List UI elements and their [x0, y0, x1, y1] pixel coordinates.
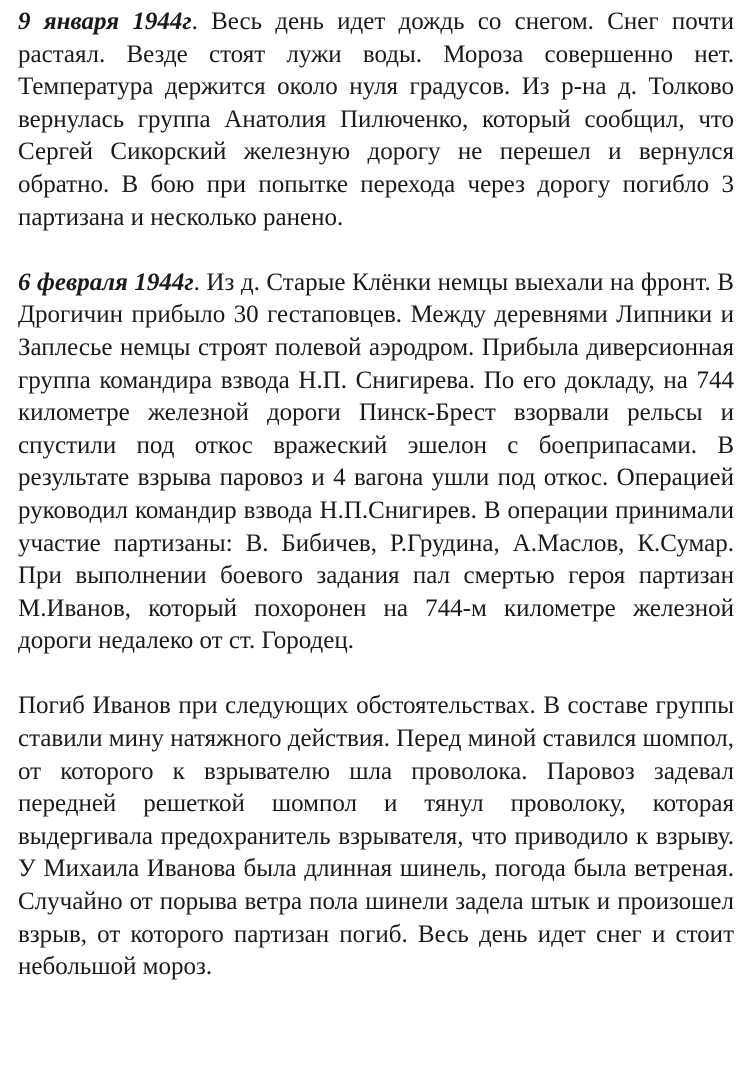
entry-date: 6 февраля 1944г	[18, 268, 194, 296]
entry-text: . Из д. Старые Клёнки немцы выехали на фронт. В Дрогичин прибыло 30 гестаповцев. Между деревнями Липники и Заплесье немцы строят полевой аэродром. Прибыла диверсионная группа командира взвода Н.П. Снигирева. По его докладу, на 744 километре железной дороги Пинск-Брест взорвали рельсы и спустили под откос вражеский эшелон с боеприпасами. В результате взрыва паровоз и 4 вагона ушли под откос. Операцией руководил командир взвода Н.П.Снигирев. В операции принимали участие партизаны: В. Бибичев, Р.Грудина, А.Маслов, К.Сумар. При выполнении боевого задания пал смертью героя партизан М.Иванов, который похоронен на 744-м километре железной дороги недалеко от ст. Городец.	[18, 268, 734, 655]
closing-paragraph: Погиб Иванов при следующих обстоятельствах. В составе группы ставили мину натяжного действия. Перед миной ставился шомпол, от которого к взрывателю шла проволока. Паровоз задевал передней решеткой шомпол и тянул проволоку, которая выдергивала предохранитель взрывателя, что приводило к взрыву. У Михаила Иванова была длинная шинель, погода была ветреная. Случайно от порыва ветра пола шинели задела штык и произошел взрыв, от которого партизан погиб. Весь день идет снег и стоит небольшой мороз.	[18, 692, 734, 981]
entry-text: . Весь день идет дождь со снегом. Снег почти растаял. Везде стоят лужи воды. Мороза совершенно нет. Температура держится около нуля градусов. Из р-на д. Толково вернулась группа Анатолия Пилюченко, который сообщил, что Сергей Сикорский железную дорогу не перешел и вернулся обратно. В бою при попытке перехода через дорогу погибло 3 партизана и несколько ранено.	[18, 8, 734, 231]
entry-date: 9 января 1944г	[18, 8, 192, 35]
diary-entry-jan-9	[18, 6, 734, 234]
diary-entry-feb-6	[18, 267, 734, 658]
